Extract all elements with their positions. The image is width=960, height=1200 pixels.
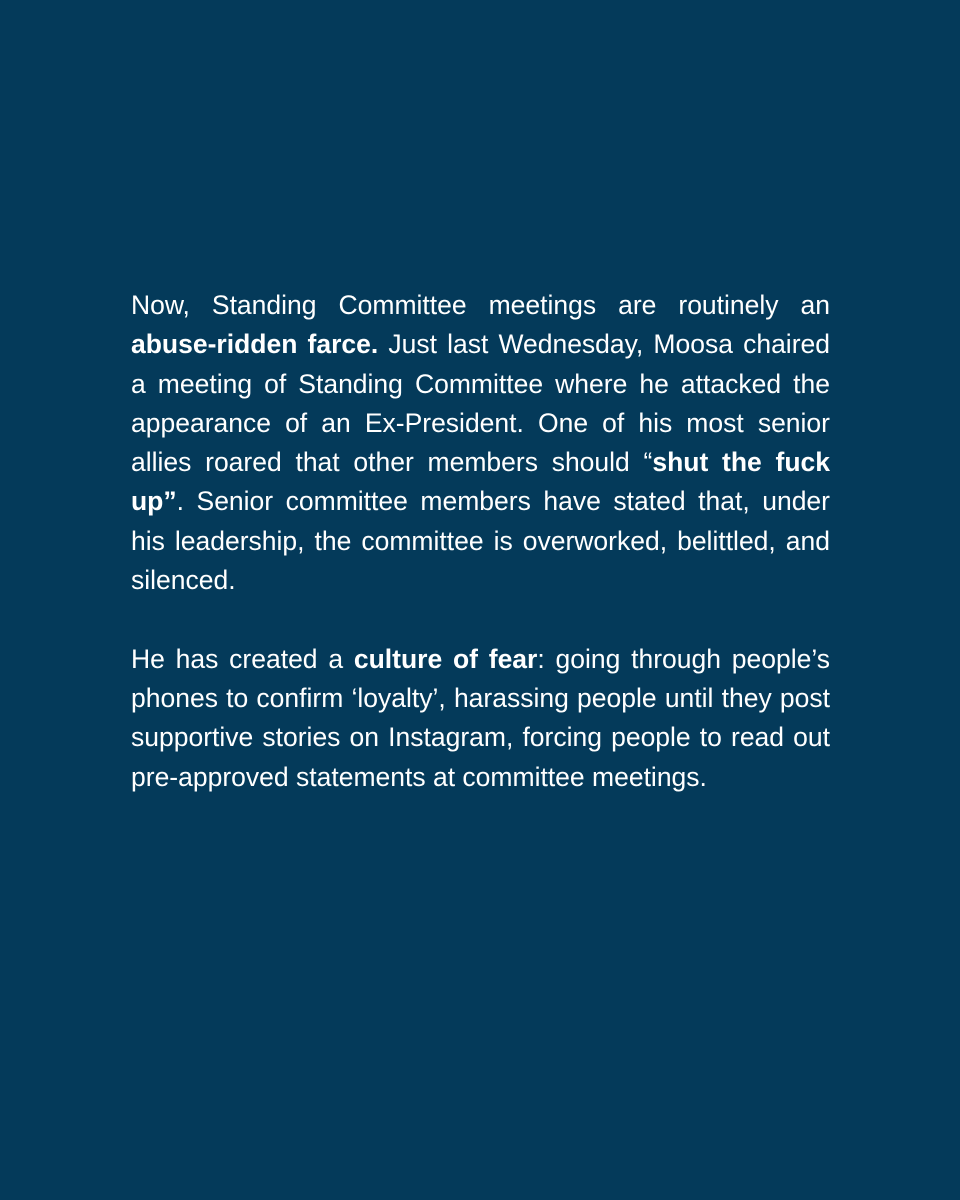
body-text (131, 286, 830, 797)
paragraph-abuse-farce (131, 286, 830, 600)
paragraph-culture-of-fear (131, 640, 830, 797)
bold-phrase-culture-of-fear: culture of fear (353, 643, 538, 674)
text-segment: . Senior committee members have stated that, under his leadership, the committee is overworked, belittled, and silenced. (131, 486, 830, 596)
text-segment: Just last Wednesday, Moosa chaired a meeting of Standing Committee where he attacked the appearance of an Ex-President. One of his most senior allies roared that other members should “ (131, 329, 830, 478)
bold-phrase-abuse-ridden-farce: abuse-ridden farce. (131, 329, 379, 360)
bold-phrase-quote: shut the fuck up” (131, 447, 831, 517)
text-segment: He has created a (131, 643, 354, 674)
text-segment: : going through people’s phones to confirm ‘loyalty’, harassing people until they post supportive stories on Instagram, forcing people to read out pre-approved statements at committee meetings. (131, 643, 830, 792)
text-segment: Now, Standing Committee meetings are routinely an (131, 290, 830, 320)
